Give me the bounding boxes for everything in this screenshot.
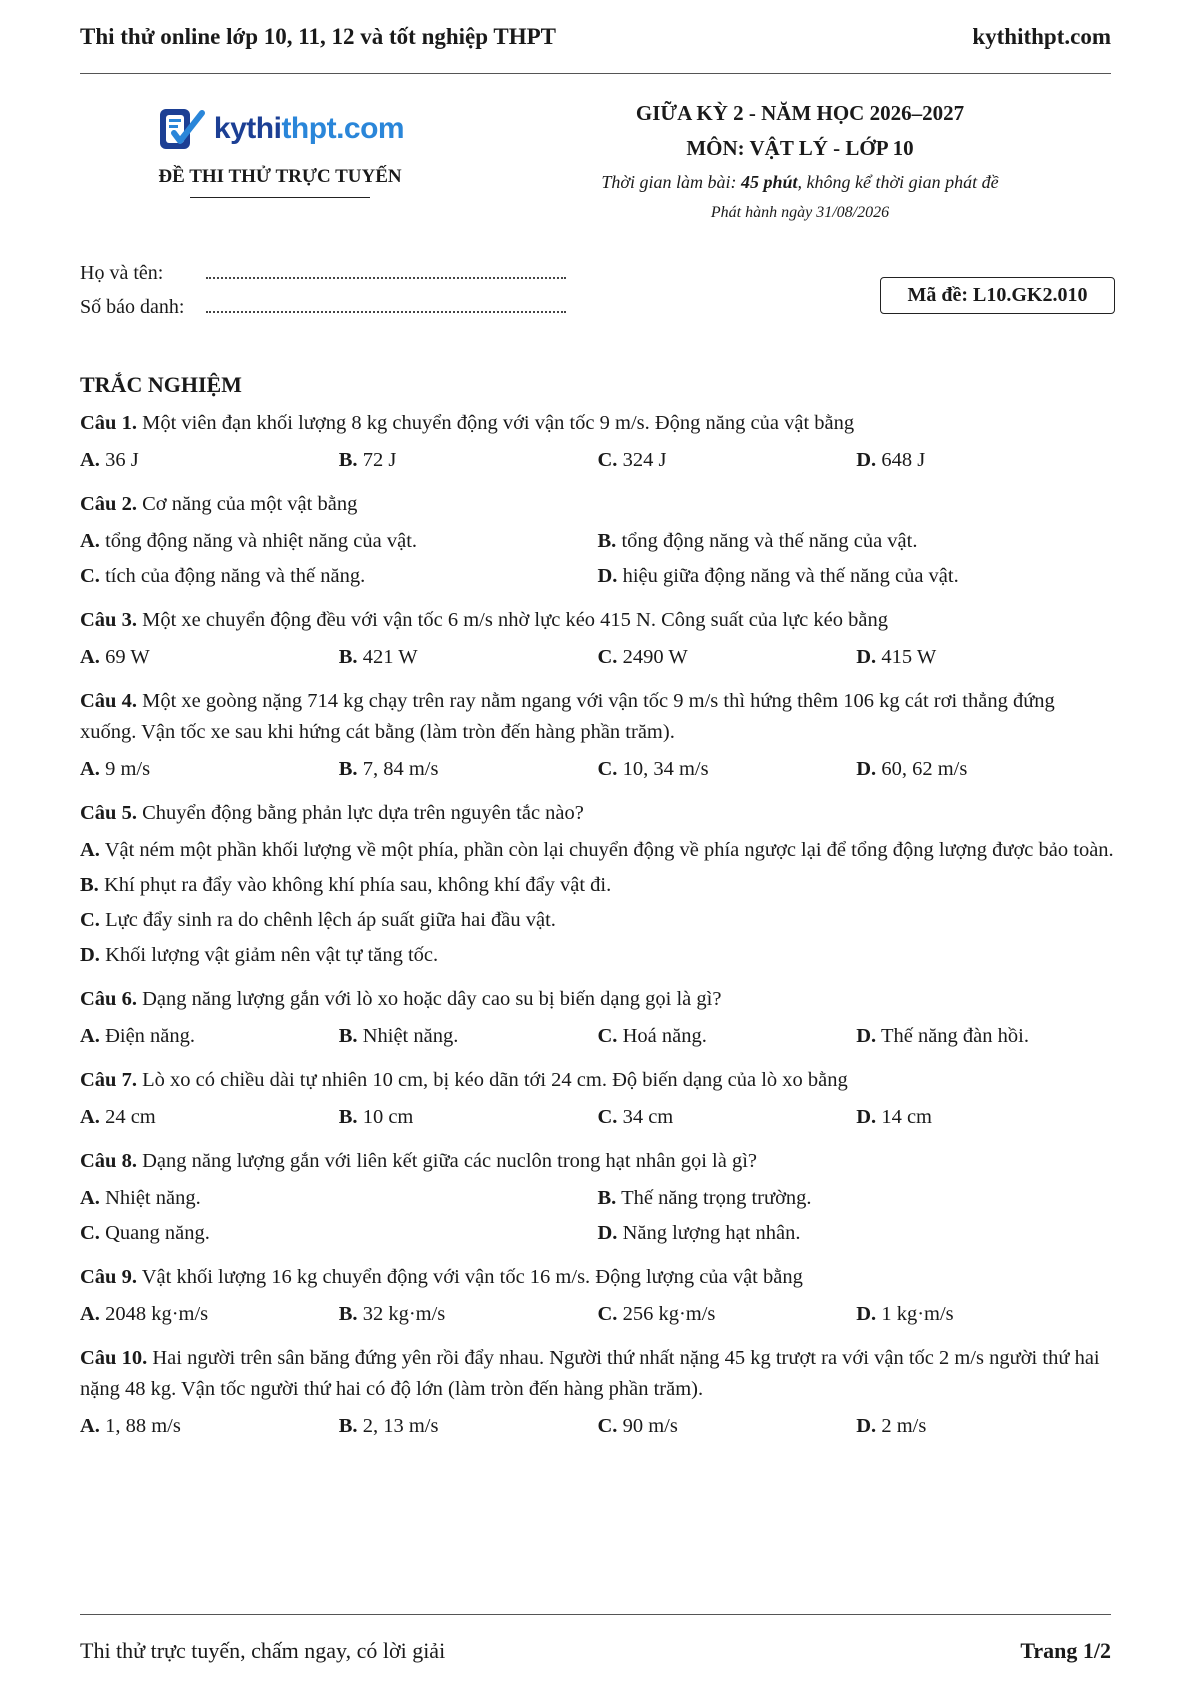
option-a[interactable]: A. 24 cm xyxy=(80,1106,156,1128)
question-3 xyxy=(80,605,1115,673)
site-logo[interactable] xyxy=(80,98,480,160)
student-id-field[interactable] xyxy=(206,299,566,313)
question-text: Chuyển động bằng phản lực dựa trên nguyên tắc nào? xyxy=(142,802,584,824)
option-d[interactable]: D. 1 kg·m/s xyxy=(856,1303,954,1325)
option-d[interactable]: D. 60, 62 m/s xyxy=(856,758,968,780)
option-a[interactable]: A. Vật ném một phần khối lượng về một phía, phần còn lại chuyển động về phía ngược lại để tổng động lượng được bảo toàn. xyxy=(80,839,1114,861)
option-d[interactable]: D. hiệu giữa động năng và thế năng của vật. xyxy=(597,565,959,587)
option-b[interactable]: B. Thế năng trọng trường. xyxy=(597,1187,812,1209)
option-b[interactable]: B. 2, 13 m/s xyxy=(338,1415,439,1437)
question-number: Câu 5. xyxy=(80,802,137,824)
option-a[interactable]: A. 36 J xyxy=(80,449,139,471)
option-c[interactable]: C. Quang năng. xyxy=(80,1222,210,1244)
option-c[interactable]: C. Lực đẩy sinh ra do chênh lệch áp suất giữa hai đầu vật. xyxy=(80,909,556,931)
question-10 xyxy=(80,1343,1115,1442)
question-4 xyxy=(80,686,1115,785)
option-d[interactable]: D. Khối lượng vật giảm nên vật tự tăng tốc. xyxy=(80,944,439,966)
page-number: Trang 1/2 xyxy=(1020,1638,1111,1663)
header-divider xyxy=(80,73,1111,74)
option-b[interactable]: B. 32 kg·m/s xyxy=(338,1303,446,1325)
option-d[interactable]: D. 2 m/s xyxy=(856,1415,927,1437)
option-c[interactable]: C. 10, 34 m/s xyxy=(597,758,709,780)
option-a[interactable]: A. 9 m/s xyxy=(80,758,151,780)
option-b[interactable]: B. 10 cm xyxy=(338,1106,414,1128)
question-number: Câu 6. xyxy=(80,988,137,1010)
question-5 xyxy=(80,798,1115,971)
name-label: Họ và tên: xyxy=(80,262,164,284)
option-a[interactable]: A. 69 W xyxy=(80,646,150,668)
option-c[interactable]: C. 256 kg·m/s xyxy=(597,1303,716,1325)
question-number: Câu 9. xyxy=(80,1266,137,1288)
question-2 xyxy=(80,489,1115,592)
option-b[interactable]: B. Nhiệt năng. xyxy=(338,1025,459,1047)
option-b[interactable]: B. 421 W xyxy=(338,646,418,668)
question-text: Vật khối lượng 16 kg chuyển động với vận tốc 16 m/s. Động lượng của vật bằng xyxy=(141,1266,803,1288)
question-number: Câu 7. xyxy=(80,1069,137,1091)
option-c[interactable]: C. 324 J xyxy=(597,449,667,471)
page-footer xyxy=(80,1638,1111,1664)
question-9 xyxy=(80,1262,1115,1330)
option-a[interactable]: A. 1, 88 m/s xyxy=(80,1415,181,1437)
question-8 xyxy=(80,1146,1115,1249)
option-a[interactable]: A. Điện năng. xyxy=(80,1025,196,1047)
question-text: Dạng năng lượng gắn với liên kết giữa các nuclôn trong hạt nhân gọi là gì? xyxy=(142,1150,757,1172)
question-list xyxy=(80,408,1115,1455)
option-c[interactable]: C. 2490 W xyxy=(597,646,688,668)
option-d[interactable]: D. 14 cm xyxy=(856,1106,932,1128)
section-title: TRẮC NGHIỆM xyxy=(80,372,242,397)
exam-time: Thời gian làm bài: 45 phút, không kể thời gian phát đề xyxy=(601,172,999,192)
logo-pen-icon xyxy=(156,103,208,155)
label-underline xyxy=(190,197,370,198)
option-c[interactable]: C. 90 m/s xyxy=(597,1415,678,1437)
option-b[interactable]: B. Khí phụt ra đẩy vào không khí phía sau, không khí đẩy vật đi. xyxy=(80,874,612,896)
exam-duration: 45 phút xyxy=(741,172,798,192)
question-number: Câu 3. xyxy=(80,609,137,631)
question-text: Một viên đạn khối lượng 8 kg chuyển động với vận tốc 9 m/s. Động năng của vật bằng xyxy=(142,412,855,434)
option-d[interactable]: D. 415 W xyxy=(856,646,937,668)
question-number: Câu 10. xyxy=(80,1347,148,1369)
question-text: Cơ năng của một vật bằng xyxy=(142,493,358,515)
header-left-text: Thi thử online lớp 10, 11, 12 và tốt nghiệp THPT xyxy=(80,24,556,49)
footer-tagline: Thi thử trực tuyến, chấm ngay, có lời giải xyxy=(80,1638,446,1663)
option-c[interactable]: C. tích của động năng và thế năng. xyxy=(80,565,366,587)
option-a[interactable]: A. tổng động năng và nhiệt năng của vật. xyxy=(80,530,418,552)
student-info xyxy=(80,262,566,330)
page-header xyxy=(80,22,1111,52)
question-text: Một xe chuyển động đều với vận tốc 6 m/s nhờ lực kéo 415 N. Công suất của lực kéo bằng xyxy=(142,609,888,631)
student-id-label: Số báo danh: xyxy=(80,296,185,318)
logo-wordmark: kythithpt.com xyxy=(213,112,405,145)
question-number: Câu 4. xyxy=(80,690,137,712)
option-c[interactable]: C. 34 cm xyxy=(597,1106,674,1128)
question-number: Câu 2. xyxy=(80,493,137,515)
exam-title: GIỮA KỲ 2 - NĂM HỌC 2026–2027 xyxy=(635,101,965,125)
name-field[interactable] xyxy=(206,265,566,279)
option-a[interactable]: A. Nhiệt năng. xyxy=(80,1187,201,1209)
question-6 xyxy=(80,984,1115,1052)
exam-info xyxy=(560,96,1040,228)
footer-divider xyxy=(80,1614,1111,1615)
question-text: Lò xo có chiều dài tự nhiên 10 cm, bị kéo dãn tới 24 cm. Độ biến dạng của lò xo bằng xyxy=(142,1069,848,1091)
option-d[interactable]: D. 648 J xyxy=(856,449,926,471)
option-b[interactable]: B. tổng động năng và thế năng của vật. xyxy=(597,530,918,552)
question-number: Câu 1. xyxy=(80,412,137,434)
question-1 xyxy=(80,408,1115,476)
header-site-link[interactable]: kythithpt.com xyxy=(972,24,1111,49)
option-d[interactable]: D. Năng lượng hạt nhân. xyxy=(597,1222,801,1244)
question-text: Hai người trên sân băng đứng yên rồi đẩy nhau. Người thứ nhất nặng 45 kg trượt ra với vận tốc 2 m/s người thứ hai nặng 48 kg. Vận tốc người thứ hai có độ lớn (làm tròn đến hàng phần trăm). xyxy=(80,1347,1100,1400)
brand-block xyxy=(80,98,480,198)
option-b[interactable]: B. 72 J xyxy=(338,449,397,471)
question-7 xyxy=(80,1065,1115,1133)
exam-code-badge: Mã đề: L10.GK2.010 xyxy=(880,277,1115,314)
question-number: Câu 8. xyxy=(80,1150,137,1172)
exam-subject: MÔN: VẬT LÝ - LỚP 10 xyxy=(686,136,914,160)
question-text: Dạng năng lượng gắn với lò xo hoặc dây cao su bị biến dạng gọi là gì? xyxy=(142,988,722,1010)
option-a[interactable]: A. 2048 kg·m/s xyxy=(80,1303,209,1325)
option-c[interactable]: C. Hoá năng. xyxy=(597,1025,707,1047)
online-exam-label: ĐỀ THI THỬ TRỰC TUYẾN xyxy=(158,166,402,187)
option-d[interactable]: D. Thế năng đàn hồi. xyxy=(856,1025,1029,1047)
question-text: Một xe goòng nặng 714 kg chạy trên ray nằm ngang với vận tốc 9 m/s thì hứng thêm 106 kg cát rơi thẳng đứng xuống. Vận tốc xe sau khi hứng cát bằng (làm tròn đến hàng phần trăm). xyxy=(80,690,1055,743)
release-date: Phát hành ngày 31/08/2026 xyxy=(710,204,890,221)
option-b[interactable]: B. 7, 84 m/s xyxy=(338,758,439,780)
